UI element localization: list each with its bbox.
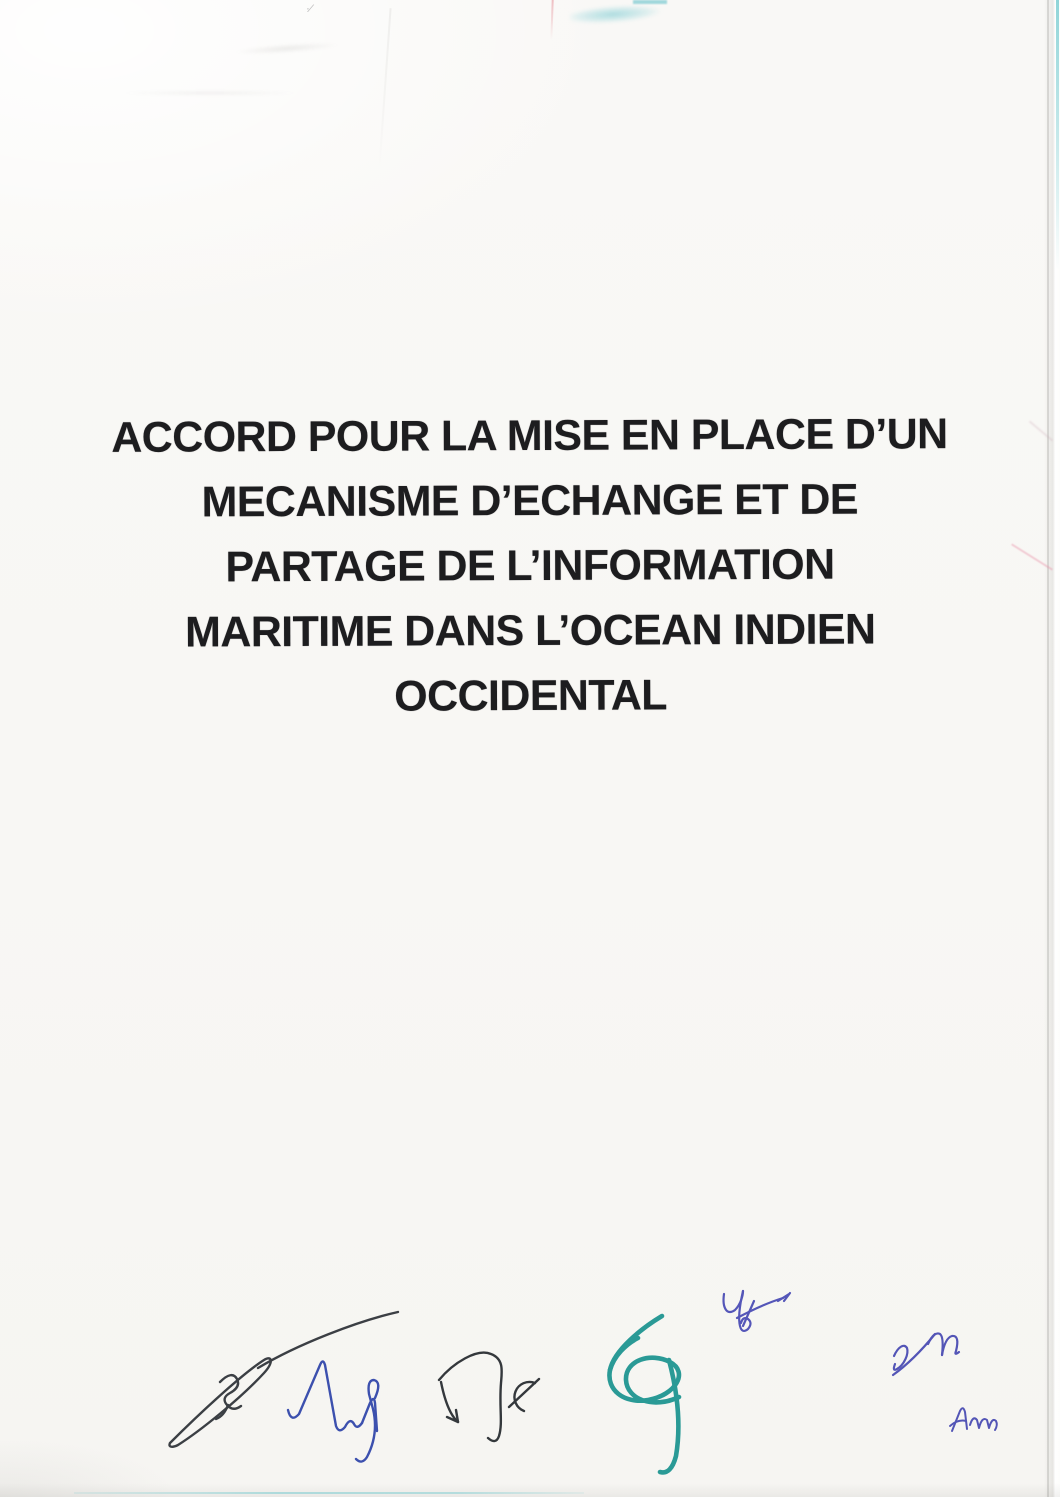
cyan-ink-smudge-dash — [633, 0, 667, 4]
title-line-4: MARITIME DANS L’OCEAN INDIEN — [185, 605, 876, 657]
signature-violet-hr-initials — [882, 1322, 966, 1380]
cyan-edge-artifact — [1056, 0, 1059, 270]
title-line-5: OCCIDENTAL — [394, 671, 668, 721]
document-title — [0, 402, 1060, 732]
cyan-bottom-edge-artifact — [74, 1492, 584, 1494]
paper-right-edge-line — [1047, 0, 1049, 1497]
paper-crease — [378, 8, 391, 168]
signature-violet-am-initials — [945, 1403, 999, 1437]
gray-smudge-left — [120, 88, 320, 98]
signature-teal-marker-loop — [596, 1308, 698, 1480]
title-line-3: PARTAGE DE L’INFORMATION — [225, 540, 835, 592]
signature-violet-yf-initials — [712, 1282, 794, 1340]
title-line-2: MECANISME D’ECHANGE ET DE — [201, 475, 858, 527]
red-hairline-artifact — [550, 0, 553, 40]
signature-dark-check-and-e — [425, 1325, 555, 1450]
cyan-ink-smudge — [569, 1, 666, 28]
gray-smudge-top — [228, 38, 347, 59]
signature-blue-script — [282, 1352, 382, 1470]
paper-corner-shade — [0, 1437, 180, 1497]
faint-pencil-mark: ·⁄ — [305, 0, 314, 16]
title-line-1: ACCORD POUR LA MISE EN PLACE D’UN — [111, 410, 948, 462]
